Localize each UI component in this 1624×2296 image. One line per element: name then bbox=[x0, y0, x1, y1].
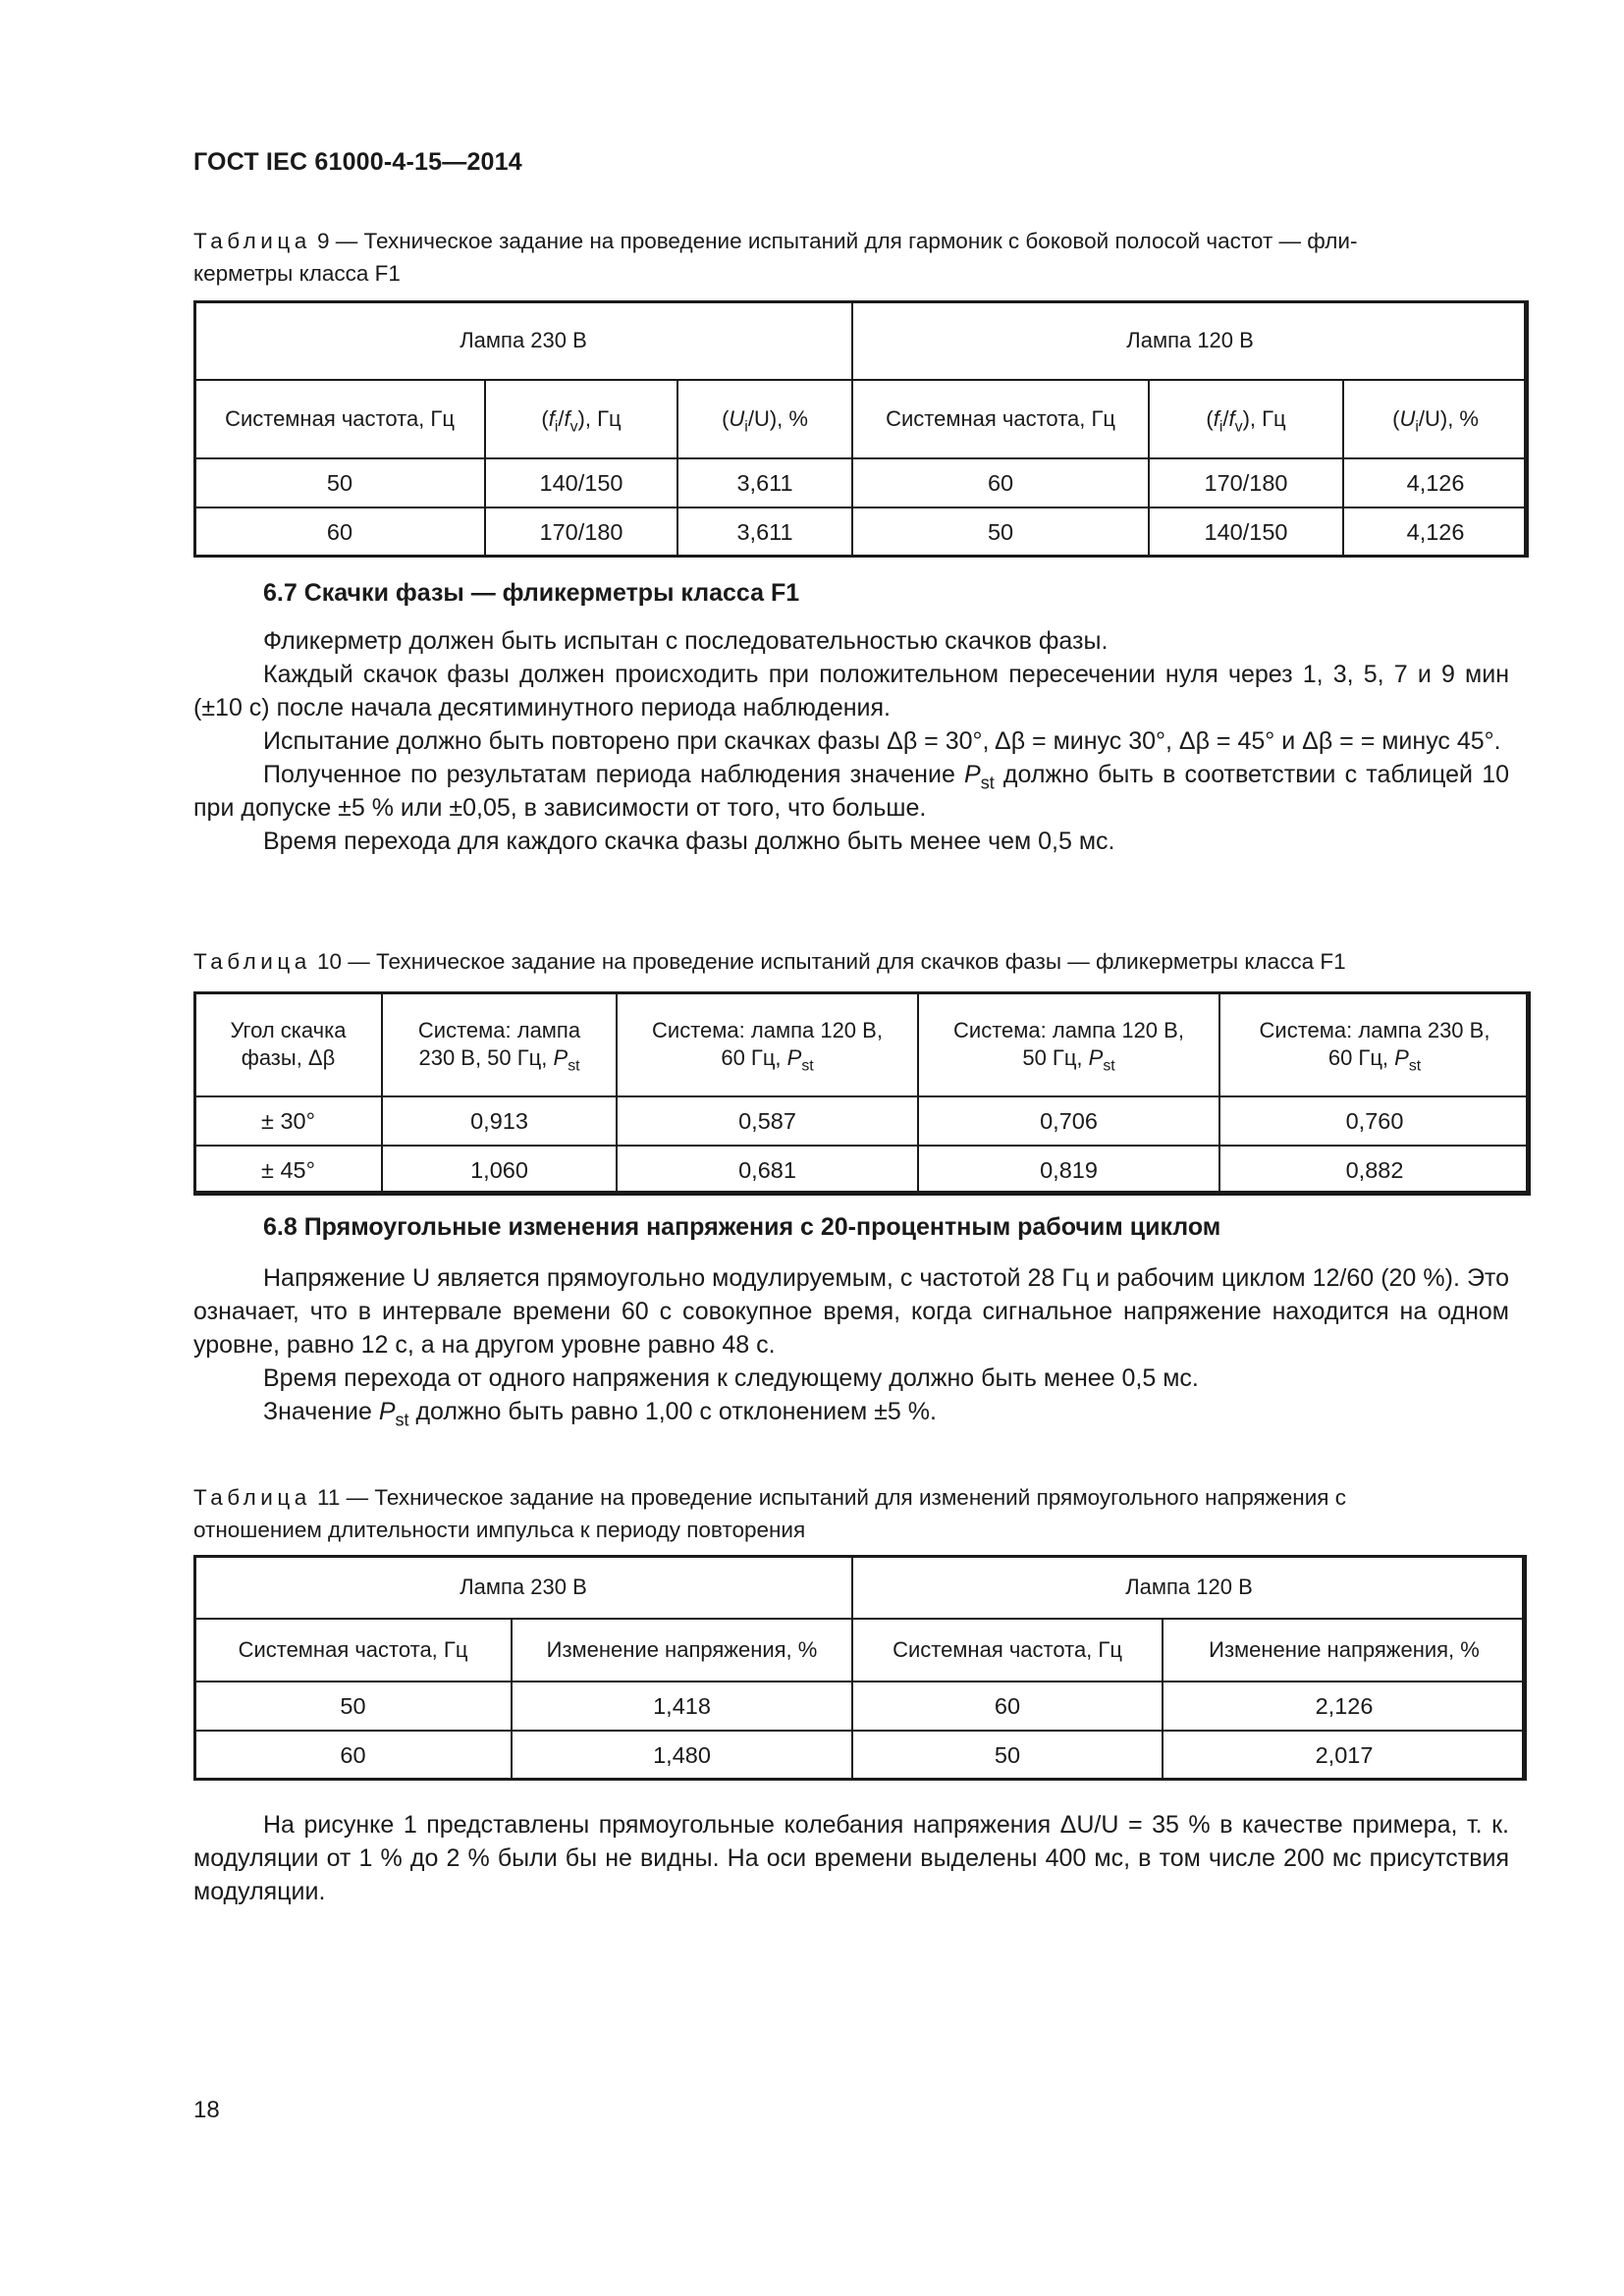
section-6-7-p3: Испытание должно быть повторено при скачках фазы Δβ = 30°, Δβ = минус 30°, Δβ = 45° и Δβ = = минус 45°. bbox=[263, 727, 1501, 755]
table9-cell: 50 bbox=[852, 507, 1149, 557]
table10-caption bbox=[193, 945, 1509, 978]
table11-cell: 60 bbox=[852, 1682, 1163, 1731]
table9-cell: 4,126 bbox=[1343, 507, 1528, 557]
table10-header-col1: Система: лампа 230 В, 50 Гц, $P_{st}$ bbox=[382, 992, 617, 1096]
table9-header-amplitude-2: $(U_i/U)$, % bbox=[1343, 380, 1528, 458]
section-6-8-p1: Напряжение U является прямоугольно модулируемым, с частотой 28 Гц и рабочим циклом 12/60 (20 %). Это означает, что в интервале времени 60 с совокупное время, когда сигнальное напряжение находится на одном уровне, равно 12 с, а на другом уровне равно 48 с. bbox=[193, 1264, 1509, 1359]
table11-header-voltage-change-2: Изменение напряжения, % bbox=[1163, 1619, 1526, 1682]
table11 bbox=[193, 1555, 1527, 1781]
table11-caption-text: 11 — Техническое задание на проведение испытаний для изменений прямоугольного напряжения с bbox=[310, 1485, 1346, 1510]
table11-header-voltage-change: Изменение напряжения, % bbox=[512, 1619, 852, 1682]
table9-cell: 170/180 bbox=[485, 507, 677, 557]
table9-group-230: Лампа 230 В bbox=[194, 301, 852, 380]
table11-cell: 1,418 bbox=[512, 1682, 852, 1731]
table9-cell: 60 bbox=[194, 507, 485, 557]
table-row bbox=[194, 1096, 1530, 1146]
section-6-7-p5: Время перехода для каждого скачка фазы должно быть менее чем 0,5 мс. bbox=[263, 828, 1115, 855]
section-6-8-p3: Значение $P_{st}$ должно быть равно 1,00 с отклонением ±5 %. bbox=[263, 1398, 937, 1430]
table9-cell: 3,611 bbox=[677, 458, 852, 507]
table-row bbox=[194, 458, 1528, 507]
table10-caption-text: 10 — Техническое задание на проведение испытаний для скачков фазы — фликерметры класса F1 bbox=[310, 949, 1346, 974]
table-row bbox=[194, 1682, 1526, 1731]
table9-cell: 170/180 bbox=[1149, 458, 1343, 507]
table11-cell: 2,126 bbox=[1163, 1682, 1526, 1731]
table10-header-col2: Система: лампа 120 В, 60 Гц, $P_{st}$ bbox=[617, 992, 918, 1096]
section-6-7-p1: Фликерметр должен быть испытан с последовательностью скачков фазы. bbox=[263, 627, 1109, 655]
page-number: 18 bbox=[193, 2097, 220, 2123]
table10-cell: 0,819 bbox=[918, 1146, 1219, 1195]
table9-header-freq-ratio-2: $(f_i/f_v)$, Гц bbox=[1149, 380, 1343, 458]
table10-cell: 0,706 bbox=[918, 1096, 1219, 1146]
table10-cell: ± 45° bbox=[194, 1146, 382, 1195]
table-row bbox=[194, 1731, 1526, 1780]
section-6-7-heading: 6.7 Скачки фазы — фликерметры класса F1 bbox=[263, 579, 800, 607]
section-6-8-heading: 6.8 Прямоугольные изменения напряжения с 20-процентным рабочим циклом bbox=[263, 1213, 1221, 1241]
table10-header-col3: Система: лампа 120 В, 50 Гц, $P_{st}$ bbox=[918, 992, 1219, 1096]
table9-cell: 4,126 bbox=[1343, 458, 1528, 507]
table-row bbox=[194, 507, 1528, 557]
document-header: ГОСТ IEC 61000-4-15—2014 bbox=[193, 148, 522, 176]
table11-header-sys-freq: Системная частота, Гц bbox=[194, 1619, 512, 1682]
table9-caption bbox=[193, 225, 1509, 290]
closing-text: На рисунке 1 представлены прямоугольные колебания напряжения ΔU/U = 35 % в качестве примера, т. к. модуляции от 1 % до 2 % были бы не видны. На оси времени выделены 400 мс, в том числе 200 мс присутствия модуляции. bbox=[193, 1811, 1509, 1905]
table9-caption-word: Таблица bbox=[193, 229, 311, 253]
table9-caption-line2: керметры класса F1 bbox=[193, 261, 401, 286]
table9-cell: 50 bbox=[194, 458, 485, 507]
table-row bbox=[194, 1146, 1530, 1195]
section-6-8-text bbox=[193, 1261, 1509, 1428]
table11-cell: 60 bbox=[194, 1731, 512, 1780]
table9-cell: 3,611 bbox=[677, 507, 852, 557]
table10-cell: 0,760 bbox=[1219, 1096, 1530, 1146]
table9-group-120: Лампа 120 В bbox=[852, 301, 1528, 380]
table9-cell: 140/150 bbox=[485, 458, 677, 507]
table10-cell: 0,882 bbox=[1219, 1146, 1530, 1195]
table10-cell: ± 30° bbox=[194, 1096, 382, 1146]
table11-caption-word: Таблица bbox=[193, 1485, 311, 1510]
table10-cell: 0,587 bbox=[617, 1096, 918, 1146]
table11-cell: 50 bbox=[194, 1682, 512, 1731]
table11-cell: 2,017 bbox=[1163, 1731, 1526, 1780]
section-6-7-p2: Каждый скачок фазы должен происходить при положительном пересечении нуля через 1, 3, 5, 7 и 9 мин (±10 с) после начала десятиминутного периода наблюдения. bbox=[193, 661, 1509, 721]
table11-header-sys-freq-2: Системная частота, Гц bbox=[852, 1619, 1163, 1682]
table10-caption-word: Таблица bbox=[193, 949, 311, 974]
section-6-8-p2: Время перехода от одного напряжения к следующему должно быть менее 0,5 мс. bbox=[263, 1364, 1199, 1392]
table11-group-230: Лампа 230 В bbox=[194, 1556, 852, 1619]
table10 bbox=[193, 991, 1531, 1196]
table9 bbox=[193, 300, 1529, 558]
table9-header-sys-freq: Системная частота, Гц bbox=[194, 380, 485, 458]
table11-caption-line2: отношением длительности импульса к периоду повторения bbox=[193, 1518, 806, 1542]
table10-cell: 0,913 bbox=[382, 1096, 617, 1146]
section-6-7-text bbox=[193, 624, 1509, 858]
table11-cell: 1,480 bbox=[512, 1731, 852, 1780]
table11-cell: 50 bbox=[852, 1731, 1163, 1780]
table10-cell: 1,060 bbox=[382, 1146, 617, 1195]
table9-header-sys-freq-2: Системная частота, Гц bbox=[852, 380, 1149, 458]
table9-cell: 60 bbox=[852, 458, 1149, 507]
section-6-7-p4: Полученное по результатам периода наблюдения значение $P_{st}$ должно быть в соответствии с таблицей 10 при допуске ±5 % или ±0,05, в зависимости от того, что больше. bbox=[193, 761, 1509, 822]
closing-paragraph bbox=[193, 1808, 1509, 1908]
table9-header-amplitude: $(U_i/U)$, % bbox=[677, 380, 852, 458]
table11-group-120: Лампа 120 В bbox=[852, 1556, 1526, 1619]
table11-caption bbox=[193, 1481, 1509, 1546]
table9-cell: 140/150 bbox=[1149, 507, 1343, 557]
table9-header-freq-ratio: $(f_i/f_v)$, Гц bbox=[485, 380, 677, 458]
table10-header-angle: Угол скачка фазы, Δβ bbox=[194, 992, 382, 1096]
table10-header-col4: Система: лампа 230 В, 60 Гц, $P_{st}$ bbox=[1219, 992, 1530, 1096]
table9-caption-text: 9 — Техническое задание на проведение испытаний для гармоник с боковой полосой частот — фли- bbox=[310, 229, 1358, 253]
table10-cell: 0,681 bbox=[617, 1146, 918, 1195]
